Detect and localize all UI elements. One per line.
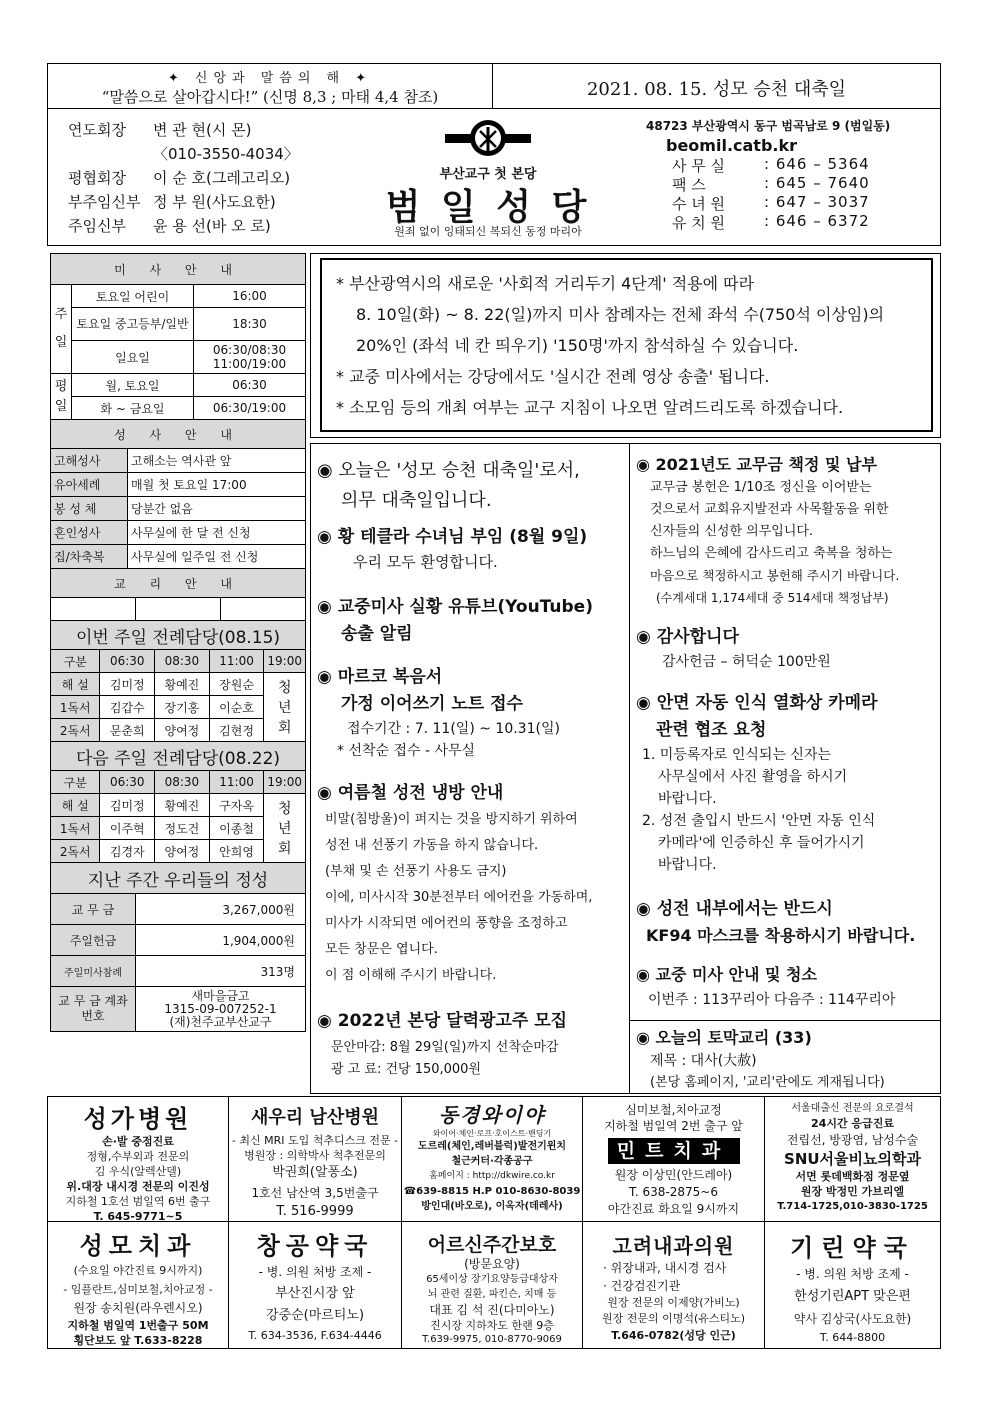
item-body: * 선착순 접수 - 사무실 bbox=[337, 743, 476, 759]
ad-line: 김 우식(알렉산델) bbox=[94, 1165, 182, 1178]
ad-line: 원장 전문의 이제양(가비노) bbox=[607, 1296, 740, 1309]
item-heading: ◉ 2022년 본당 달력광고주 모집 bbox=[317, 1011, 568, 1031]
name-cell: 정도건 bbox=[155, 817, 210, 840]
item-body: (부채 및 손 선풍기 사용도 금지) bbox=[325, 864, 507, 879]
ad-line: 서울대출신 전문의 요로결석 bbox=[791, 1103, 914, 1114]
item-body: 카메라'에 인증하신 후 들어가시기 bbox=[658, 835, 865, 851]
sunday-label: 주일 bbox=[51, 285, 72, 374]
staff-name: 윤 용 선(바 오 로) bbox=[153, 217, 271, 235]
col-header: 11:00 bbox=[209, 771, 264, 794]
liturgy-this-table bbox=[50, 620, 306, 742]
item-heading-cont: 가정 이어쓰기 노트 접수 bbox=[341, 694, 523, 714]
name-cell: 장기홍 bbox=[155, 696, 210, 719]
ad-title: SNU서울비뇨의학과 bbox=[784, 1150, 921, 1168]
address: 48723 부산광역시 동구 범곡남로 9 (범일동) bbox=[646, 119, 891, 133]
col-header: 06:30 bbox=[100, 650, 155, 673]
name-cell: 김미정 bbox=[100, 794, 155, 817]
staff-row bbox=[68, 191, 338, 215]
church-patron: 원죄 없이 잉태되신 복되신 동정 마리아 bbox=[394, 225, 582, 238]
staff-name: 변 관 현(시 몬) bbox=[153, 121, 252, 139]
name-cell: 김경자 bbox=[100, 840, 155, 863]
phone-number: : 646 – 6372 bbox=[764, 212, 870, 230]
item-body: 2. 성전 출입시 반드시 '안면 자동 인식 bbox=[642, 813, 876, 829]
right-column bbox=[629, 443, 941, 1021]
motto-title: ✦ 신앙과 말씀의 해 ✦ bbox=[167, 71, 373, 86]
ad-line: 지하철 범일역 1번출구 50M bbox=[67, 1319, 209, 1332]
account-line: (재)천주교부산교구 bbox=[169, 1014, 272, 1029]
ad-card bbox=[228, 1096, 402, 1222]
name-cell: 김갑수 bbox=[100, 696, 155, 719]
item-body: 문안마감: 8월 29일(일)까지 선착순마감 bbox=[331, 1040, 559, 1055]
name-cell: 이주혁 bbox=[100, 817, 155, 840]
ad-title: 기린약국 bbox=[790, 1234, 915, 1262]
mass-time: 06:30/19:00 bbox=[194, 397, 306, 420]
name-cell: 이순호 bbox=[209, 696, 264, 719]
mass-time: 06:30/08:30 11:00/19:00 bbox=[194, 341, 306, 374]
ad-line: 방인대(바오로), 이옥자(데레사) bbox=[421, 1201, 563, 1212]
offering-name: 교 무 금 bbox=[51, 894, 136, 925]
name-cell: 장원순 bbox=[209, 673, 264, 696]
ad-card bbox=[582, 1221, 765, 1349]
item-body: 바랍니다. bbox=[658, 857, 717, 873]
staff-name: 정 부 원(사도요한) bbox=[153, 193, 276, 211]
item-body: 감사헌금 – 허덕순 100만원 bbox=[662, 654, 831, 670]
sacrament-value: 고해소는 역사관 앞 bbox=[128, 449, 306, 473]
ad-line: 도르레(체인,레버블럭)발전기윈치 bbox=[417, 1141, 567, 1152]
ad-line: · 건강검진기관 bbox=[603, 1279, 681, 1293]
mass-name: 일요일 bbox=[72, 341, 194, 374]
ad-line: · 위장내과, 내시경 검사 bbox=[603, 1261, 727, 1275]
item-body: 우리 모두 환영합니다. bbox=[353, 553, 498, 571]
ad-line: T. 638-2875~6 bbox=[629, 1185, 718, 1199]
church-subtitle: 부산교구 첫 본당 bbox=[439, 167, 537, 182]
item-body: 이에, 미사시작 30분전부터 에어컨을 가동하며, bbox=[325, 890, 593, 905]
staff-role: 평협회장 bbox=[68, 169, 126, 187]
ad-line: 와이어·체인·로프·호이스트·밴딩기 bbox=[432, 1129, 552, 1138]
motto-box bbox=[47, 63, 493, 109]
item-heading-cont: 관련 협조 요청 bbox=[656, 720, 767, 740]
notice-item bbox=[317, 778, 627, 989]
ad-card bbox=[47, 1096, 229, 1222]
offering-title: 지난 주간 우리들의 정성 bbox=[51, 863, 306, 894]
mass-name: 토요일 어린이 bbox=[72, 285, 194, 308]
ad-line: 강중순(마르티노) bbox=[265, 1308, 365, 1323]
ad-card bbox=[401, 1096, 583, 1222]
col-header: 08:30 bbox=[155, 771, 210, 794]
mass-name: 월, 토요일 bbox=[72, 374, 194, 397]
church-name: 범 일 성 당 bbox=[385, 187, 591, 228]
weekday-label: 평일 bbox=[51, 374, 72, 420]
evening-group: 청년회 bbox=[264, 794, 306, 863]
ad-line: T. 644-8800 bbox=[819, 1331, 886, 1344]
middle-column bbox=[310, 443, 630, 1094]
mass-name: 토요일 중고등부/일반 bbox=[72, 308, 194, 341]
item-body: 광 고 료: 건당 150,000원 bbox=[331, 1062, 482, 1077]
ad-line: 65세이상 장기요양등급대상자 bbox=[426, 1274, 558, 1285]
name-cell: 구자옥 bbox=[209, 794, 264, 817]
account-info bbox=[136, 987, 306, 1032]
ad-card bbox=[764, 1096, 941, 1222]
staff-role bbox=[68, 143, 153, 167]
item-body: (본당 홈페이지, '교리'란에도 게재됩니다) bbox=[650, 1075, 885, 1090]
item-body: 것으로서 교회유지발전과 사목활동을 위한 bbox=[650, 502, 889, 517]
staff-role: 부주임신부 bbox=[68, 193, 141, 211]
item-body: 신자들의 신성한 의무입니다. bbox=[650, 524, 814, 539]
offering-value: 313명 bbox=[136, 956, 306, 987]
website[interactable]: beomil.catb.kr bbox=[666, 136, 798, 155]
ad-title: 동경와이야 bbox=[438, 1103, 546, 1127]
name-cell: 황예진 bbox=[155, 794, 210, 817]
staff-name: 이 순 호(그레고리오) bbox=[153, 169, 291, 187]
staff-row bbox=[68, 119, 338, 143]
phone-label: 팩 스 bbox=[672, 176, 706, 194]
ad-line: 병원장 : 의학박사 척추전문의 bbox=[244, 1149, 386, 1162]
item-heading: ◉ 교중 미사 안내 및 청소 bbox=[636, 965, 817, 984]
item-heading: ◉ 안면 자동 인식 열화상 카메라 bbox=[636, 693, 878, 713]
date-title: 2021. 08. 15. 성모 승천 대축일 bbox=[586, 79, 847, 100]
role-cell: 1독서 bbox=[51, 696, 100, 719]
item-heading: ◉ 성전 내부에서는 반드시 bbox=[636, 899, 833, 919]
sacrament-title: 성 사 안 내 bbox=[51, 420, 306, 449]
item-heading: ◉ 감사합니다 bbox=[636, 627, 739, 647]
ad-line: 심미보철,치아교정 bbox=[625, 1103, 722, 1117]
col-header: 구분 bbox=[51, 771, 100, 794]
ad-line: T.639-9975, 010-8770-9069 bbox=[422, 1334, 562, 1345]
ad-title: 어르신주간보호 bbox=[427, 1234, 557, 1256]
item-heading: ◉ 오늘은 '성모 승천 대축일'로서, bbox=[317, 460, 580, 481]
ad-line: 손·발 중점진료 bbox=[102, 1135, 174, 1148]
role-cell: 1독서 bbox=[51, 817, 100, 840]
ad-title: 성모치과 bbox=[79, 1232, 197, 1260]
ad-line: 횡단보도 앞 T.633-8228 bbox=[73, 1334, 203, 1347]
ad-line: 전립선, 방광염, 남성수술 bbox=[786, 1133, 919, 1147]
item-heading: ◉ 황 테클라 수녀님 부임 (8월 9일) bbox=[317, 527, 588, 547]
liturgy-this-title: 이번 주일 전례담당(08.15) bbox=[51, 621, 306, 650]
phone-row bbox=[672, 174, 938, 193]
sacrament-value: 사무실에 일주일 전 신청 bbox=[128, 545, 306, 569]
mass-name: 화 ~ 금요일 bbox=[72, 397, 194, 420]
col-header: 06:30 bbox=[100, 771, 155, 794]
item-body: 이번주 : 113꾸리아 다음주 : 114꾸리아 bbox=[648, 992, 896, 1008]
ad-line: 원장 이상민(안드레아) bbox=[614, 1168, 733, 1182]
item-heading: ◉ 마르코 복음서 bbox=[317, 667, 443, 687]
sacrament-name: 혼인성사 bbox=[51, 521, 128, 545]
ad-line: 지하철 1호선 범일역 6번 출구 bbox=[65, 1195, 211, 1208]
notice-item bbox=[636, 894, 940, 946]
ad-line: T. 645-9771~5 bbox=[93, 1210, 183, 1222]
ad-line: 1호선 남산역 3,5번출구 bbox=[251, 1186, 379, 1200]
notice-line: * 부산광역시의 새로운 '사회적 거리두기 4단계' 적용에 따라 bbox=[336, 274, 755, 293]
mass-table bbox=[50, 253, 306, 420]
ad-line: 원장 박정민 가브리엘 bbox=[800, 1185, 905, 1198]
name-cell: 김미정 bbox=[100, 673, 155, 696]
ad-title: 새우리 남산병원 bbox=[251, 1107, 379, 1128]
account-line: 1315-09-007252-1 bbox=[164, 1001, 277, 1016]
ad-line: 뇌 관련 질환, 파킨슨, 치매 등 bbox=[427, 1289, 557, 1300]
name-cell: 김현정 bbox=[209, 719, 264, 742]
ad-line: 대표 김 석 진(다미아노) bbox=[429, 1303, 555, 1317]
ad-line: 한성기린APT 맞은편 bbox=[794, 1289, 911, 1304]
item-heading: ◉ 오늘의 토막교리 (33) bbox=[636, 1028, 812, 1047]
role-cell: 2독서 bbox=[51, 719, 100, 742]
ad-card bbox=[47, 1221, 229, 1349]
masthead bbox=[47, 108, 941, 246]
ad-line: 홈페이지 : http://dkwire.co.kr bbox=[429, 1171, 555, 1181]
notice-item bbox=[636, 452, 940, 609]
notice-item bbox=[317, 662, 627, 762]
sacrament-value: 매월 첫 토요일 17:00 bbox=[128, 473, 306, 497]
name-cell: 안희영 bbox=[209, 840, 264, 863]
ad-line: (수요일 야간진료 9시까지) bbox=[73, 1264, 203, 1277]
item-body: 이 점 이해해 주시기 바랍니다. bbox=[325, 968, 497, 983]
ad-line: 24시간 응급진료 bbox=[811, 1117, 894, 1130]
item-heading: ◉ 여름철 성전 냉방 안내 bbox=[317, 783, 504, 803]
col-header: 19:00 bbox=[264, 650, 306, 673]
date-box bbox=[492, 63, 941, 109]
notice-line: 20%인 (좌석 네 칸 띄우기) '150명'까지 참석하실 수 있습니다. bbox=[356, 336, 799, 355]
notice-item bbox=[636, 622, 940, 673]
ad-line: 지하철 범일역 2번 출구 앞 bbox=[604, 1119, 743, 1133]
ad-title: 창공약국 bbox=[256, 1232, 374, 1260]
sacrament-value: 사무실에 한 달 전 신청 bbox=[128, 521, 306, 545]
sacrament-name: 유아세례 bbox=[51, 473, 128, 497]
role-cell: 해 설 bbox=[51, 673, 100, 696]
col-header: 08:30 bbox=[155, 650, 210, 673]
item-body: 제목 : 대사(大赦) bbox=[650, 1053, 757, 1069]
ad-line: 박권희(알퐁소) bbox=[272, 1165, 358, 1180]
evening-group: 청년회 bbox=[264, 673, 306, 742]
name-cell: 이종철 bbox=[209, 817, 264, 840]
notice-line: 8. 10일(화) ~ 8. 22(일)까지 미사 참례자는 전체 좌석 수(750석 이상임)의 bbox=[356, 305, 885, 324]
ad-line: 정형,수부외과 전문의 bbox=[86, 1150, 190, 1163]
item-body: 모든 창문은 엽니다. bbox=[325, 942, 438, 957]
ad-line: ☎639-8815 H.P 010-8630-8039 bbox=[403, 1186, 581, 1197]
ad-line: 서면 롯데백화점 정문옆 bbox=[795, 1170, 910, 1183]
role-cell: 해 설 bbox=[51, 794, 100, 817]
item-body: 성전 내 선풍기 가동을 하지 않습니다. bbox=[325, 838, 539, 853]
item-body: 1. 미등록자로 인식되는 신자는 bbox=[642, 747, 831, 763]
right-column-bottom bbox=[629, 1020, 941, 1094]
col-header: 구분 bbox=[51, 650, 100, 673]
ad-card bbox=[401, 1221, 583, 1349]
item-body: 마음으로 책정하시고 봉헌해 주시기 바랍니다. bbox=[650, 568, 900, 583]
notice-box bbox=[320, 258, 933, 432]
ad-card bbox=[764, 1221, 941, 1349]
offering-name: 주일미사참례 bbox=[51, 956, 136, 987]
phone-row bbox=[672, 212, 938, 231]
phone-row bbox=[672, 193, 938, 212]
account-label: 교 무 금 계좌번호 bbox=[51, 987, 136, 1032]
staff-row bbox=[68, 143, 338, 167]
ad-line: 야간진료 화요일 9시까지 bbox=[607, 1202, 740, 1216]
sacrament-name: 봉 성 체 bbox=[51, 497, 128, 521]
name-cell: 양여정 bbox=[155, 840, 210, 863]
notice-line: * 소모임 등의 개최 여부는 교구 지침이 나오면 알려드리도록 하겠습니다. bbox=[336, 398, 844, 417]
item-heading-cont: 의무 대축일입니다. bbox=[341, 490, 492, 511]
item-body: 접수기간 : 7. 11(일) ~ 10.31(일) bbox=[347, 721, 560, 737]
col-header: 11:00 bbox=[209, 650, 264, 673]
ad-card bbox=[228, 1221, 402, 1349]
item-body: 바랍니다. bbox=[658, 791, 717, 807]
ad-title: 성가병원 bbox=[83, 1105, 193, 1133]
phone-label: 사 무 실 bbox=[672, 157, 726, 175]
item-heading: ◉ 2021년도 교무금 책정 및 납부 bbox=[636, 455, 877, 474]
name-cell: 황예진 bbox=[155, 673, 210, 696]
phone-label: 유 치 원 bbox=[672, 214, 726, 232]
ad-line: - 최신 MRI 도입 척추디스크 전문 - bbox=[231, 1134, 399, 1147]
doctrine-table bbox=[50, 568, 306, 621]
item-body: 사무실에서 사진 촬영을 하시기 bbox=[658, 769, 848, 785]
mass-time: 16:00 bbox=[194, 285, 306, 308]
notice-item bbox=[636, 1025, 940, 1094]
item-body: 미사가 시작되면 에어컨의 풍향을 조정하고 bbox=[325, 916, 568, 931]
chi-rho-icon bbox=[443, 117, 533, 159]
item-body: 하느님의 은혜에 감사드리고 축복을 청하는 bbox=[650, 546, 893, 561]
notice-item bbox=[317, 522, 627, 573]
offering-value: 3,267,000원 bbox=[136, 894, 306, 925]
phone-number: : 647 – 3037 bbox=[764, 193, 870, 211]
sacrament-value: 당분간 없음 bbox=[128, 497, 306, 521]
notice-item bbox=[317, 456, 627, 512]
ad-line: 부산진시장 앞 bbox=[275, 1286, 355, 1301]
ad-line: 원장 송치원(라우렌시오) bbox=[73, 1301, 203, 1315]
phone-number: : 646 – 5364 bbox=[764, 155, 870, 173]
mass-title: 미 사 안 내 bbox=[51, 254, 306, 285]
notice-item bbox=[317, 1006, 627, 1081]
staff-row bbox=[68, 215, 338, 239]
doctrine-title: 교 리 안 내 bbox=[51, 569, 306, 598]
col-header: 19:00 bbox=[264, 771, 306, 794]
notice-line: * 교중 미사에서는 강당에서도 '실시간 전례 영상 송출' 됩니다. bbox=[336, 367, 770, 386]
role-cell: 2독서 bbox=[51, 840, 100, 863]
ad-line: T.646-0782(성당 인근) bbox=[611, 1329, 736, 1342]
ad-line: - 병. 의원 처방 조제 - bbox=[796, 1267, 909, 1281]
staff-phone: 〈010-3550-4034〉 bbox=[153, 145, 299, 163]
ad-line: 위.대장 내시경 전문의 이진성 bbox=[66, 1180, 210, 1193]
name-cell: 양여정 bbox=[155, 719, 210, 742]
name-cell: 문춘희 bbox=[100, 719, 155, 742]
liturgy-next-table bbox=[50, 741, 306, 863]
staff-row bbox=[68, 167, 338, 191]
left-column bbox=[50, 253, 306, 1032]
offering-name: 주일헌금 bbox=[51, 925, 136, 956]
notice-item bbox=[636, 688, 940, 876]
sacrament-name: 고해성사 bbox=[51, 449, 128, 473]
ad-title: 고려내과의원 bbox=[612, 1234, 735, 1258]
notice-item bbox=[636, 962, 940, 1011]
offering-table bbox=[50, 862, 306, 1032]
ad-line: - 임플란트,심미보철,치아교정 - bbox=[63, 1283, 213, 1296]
ad-line: T.714-1725,010-3830-1725 bbox=[777, 1201, 928, 1212]
sacrament-table bbox=[50, 419, 306, 569]
offering-value: 1,904,000원 bbox=[136, 925, 306, 956]
ad-line: T. 634-3536, F.634-4446 bbox=[248, 1329, 382, 1342]
item-body: 비말(침방울)이 퍼지는 것을 방지하기 위하여 bbox=[325, 812, 578, 827]
mass-time: 06:30 bbox=[194, 374, 306, 397]
item-body: 교무금 봉헌은 1/10조 정신을 이어받는 bbox=[650, 480, 872, 495]
ad-line: T. 516-9999 bbox=[276, 1204, 354, 1219]
item-body: (수계세대 1,174세대 중 514세대 책정납부) bbox=[656, 591, 889, 605]
ad-line: 원장 전문의 이명석(유스티노) bbox=[601, 1312, 746, 1325]
ad-line: (방문요양) bbox=[464, 1257, 520, 1271]
ad-line: - 병. 의원 처방 조제 - bbox=[258, 1265, 372, 1279]
phone-row bbox=[672, 155, 938, 174]
account-line: 새마을금고 bbox=[191, 988, 250, 1003]
phone-number: : 645 – 7640 bbox=[764, 174, 870, 192]
church-emblem bbox=[443, 117, 533, 159]
contact-block bbox=[646, 117, 938, 231]
notice-item bbox=[317, 592, 637, 644]
motto-text: “말씀으로 살아갑시다!” (신명 8,3 ; 마태 4,4 참조) bbox=[101, 88, 439, 106]
staff-role: 주임신부 bbox=[68, 217, 126, 235]
mass-time: 18:30 bbox=[194, 308, 306, 341]
item-heading: ◉ 교중미사 실황 유튜브(YouTube) bbox=[317, 597, 593, 617]
staff-list bbox=[68, 119, 338, 239]
item-heading-cont: KF94 마스크를 착용하시기 바랍니다. bbox=[646, 926, 916, 945]
item-heading-cont: 송출 알림 bbox=[341, 624, 413, 644]
ad-line: 철근커터·각종공구 bbox=[451, 1156, 533, 1167]
liturgy-next-title: 다음 주일 전례담당(08.22) bbox=[51, 742, 306, 771]
ad-line: 진시장 지하차도 한랜 9층 bbox=[430, 1319, 554, 1332]
phone-label: 수 녀 원 bbox=[672, 195, 726, 213]
staff-role: 연도회장 bbox=[68, 121, 126, 139]
sacrament-name: 집/차축복 bbox=[51, 545, 128, 569]
ad-title: 민트치과 bbox=[608, 1138, 740, 1164]
ad-card bbox=[582, 1096, 765, 1222]
ad-line: 약사 김상국(사도요한) bbox=[793, 1312, 912, 1326]
